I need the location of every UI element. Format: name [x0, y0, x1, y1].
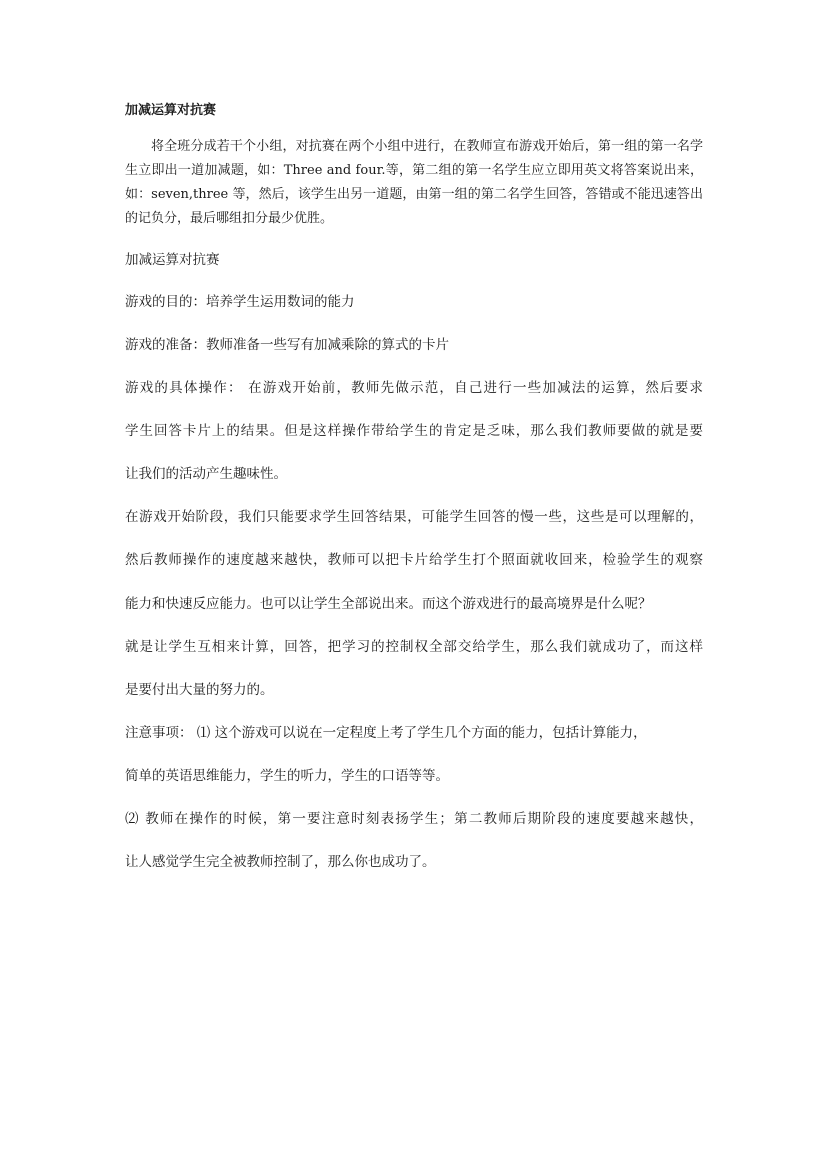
text-line-notes-4: 让人感觉学生完全被教师控制了，那么你也成功了。	[125, 854, 436, 870]
text-line-stage-5: 是要付出大量的努力的。	[125, 682, 274, 698]
text-line-operation-3: 让我们的活动产生趣味性。	[125, 466, 287, 482]
text-line-preparation: 游戏的准备：教师准备一些写有加减乘除的算式的卡片	[125, 337, 449, 353]
text-line-notes-2: 简单的英语思维能力，学生的听力，学生的口语等等。	[125, 768, 449, 784]
document-title: 加减运算对抗赛	[125, 103, 217, 118]
text-line-purpose: 游戏的目的：培养学生运用数词的能力	[125, 294, 355, 310]
intro-paragraph: 将全班分成若干个小组，对抗赛在两个小组中进行，在教师宣布游戏开始后，第一组的第一名学生立即出一道加减题，如：Three and four.等，第二组的第一名学生应立即用英文将答案说出来，如：seven,three 等，然后，该学生出另一道题，由第一组的第二名学生回答，答错或不能迅速答出的记负分，最后哪组扣分最少优胜。	[125, 139, 703, 226]
text-line-notes-3: ⑵ 教师在操作的时候，第一要注意时刻表扬学生；第二教师后期阶段的速度要越来越快，	[125, 811, 703, 827]
text-line-operation-1: 游戏的具体操作： 在游戏开始前，教师先做示范，自己进行一些加减法的运算，然后要求	[125, 380, 703, 396]
text-line-stage-3: 能力和快速反应能力。也可以让学生全部说出来。而这个游戏进行的最高境界是什么呢？	[125, 596, 652, 612]
section-heading: 加减运算对抗赛	[125, 252, 220, 268]
text-line-notes-1: 注意事项： ⑴ 这个游戏可以说在一定程度上考了学生几个方面的能力，包括计算能力，	[125, 725, 647, 741]
text-line-stage-2: 然后教师操作的速度越来越快，教师可以把卡片给学生打个照面就收回来，检验学生的观察	[125, 552, 703, 568]
text-line-operation-2: 学生回答卡片上的结果。但是这样操作带给学生的肯定是乏味，那么我们教师要做的就是要	[125, 423, 703, 439]
text-line-stage-4: 就是让学生互相来计算，回答，把学习的控制权全部交给学生，那么我们就成功了，而这样	[125, 639, 703, 655]
text-line-stage-1: 在游戏开始阶段，我们只能要求学生回答结果，可能学生回答的慢一些，这些是可以理解的，	[125, 509, 703, 525]
